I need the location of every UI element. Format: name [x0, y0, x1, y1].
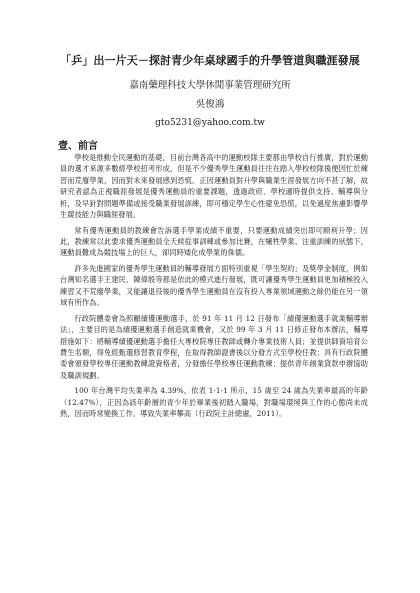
paragraph-3: 許多先進國家的優秀學生運動員的輔導發展方面特別重視「學生契約」及獎學金制度，例如台灣知名選手王建民、陳偉殷等都是依此的模式進行發展，既可讓優秀學生運動員更加積極投入練習又不荒廢學業，又能讓退役後的優秀學生運動員在沒有投入專業領域運動之餘仍能在另一領域有所作為。	[60, 264, 368, 308]
body-text	[60, 152, 368, 424]
paper-title: 「乒」出一片天－探討青少年桌球國手的升學管道與職涯發展	[60, 54, 360, 67]
author-email: gto5231@yahoo.com.tw	[155, 118, 265, 128]
paragraph-2: 常有優秀運動員的教練會告訴選手學業成績不重要，只要運動成績突出即可順利升學；因此，教練常以此要求優秀運動員全天候從事訓練或參加比賽，在犧牲學業、注重訓練的狀態下，運動員難成為競技場上的巨人，卻同時矮化成學業的侏儒。	[60, 225, 368, 258]
paragraph-1: 學校是推動全民運動的基礎，目前台灣各高中的運動校隊主要都由學校自行推廣，對於運動員的選才來源多數經學校招考形成，但是不少優秀學生運動員往往在踏入學校校隊後便因忙於練習而荒廢學業，因而對未來發展感到恐慌。正因運動員對升學與職業生涯發展方向不甚了解，故研究者認為正視職涯發展是優秀運動員的重要課題，透過政府、學校適時提供支持、輔導與分析，及早針對問題準備或接受職業發展訓練，即可穩定學生心性避免恐慌，以免過度焦慮影響學生競技能力與職涯發展。	[60, 153, 368, 220]
paragraph-5: 100 年台灣平均失業率為 4.39%，依表 1-1-1 所示，15 歲至 24 歲為失業率最高的年齡（12.47%），正因為該年齡層的青少年於畢業後初踏入職場，對職場環境與工作的心態尚未成熟，因而時常變換工作，導致失業率攀高（行政院主計總處，2011）。	[60, 386, 368, 419]
author-affiliation: 嘉南藥理科技大學休閒事業管理研究所	[129, 80, 291, 91]
paragraph-4: 行政院體委會為照顧績優運動選手，於 91 年 11 月 12 日發布「績優運動選手就業輔導辦法」，主要目的是為績優運動選手創造就業機會，又於 99 年 3 月 11 日修正發布本辦法，輔導措施如下：將輔導績優運動選手擔任大專校院專任教師或轉介專業技術人員；並提供師資培育公費生名額，得免經甄選修習教育學程，在取得教師證書後以分發方式至學校任教；具有行政院體委會頒發學校專任運動教練證資格者，分發擔任學校專任運動教練；提供青年創業貸款申辦協助及職訓規劃。	[60, 313, 368, 380]
section-heading: 壹、前言	[58, 141, 98, 152]
author-name: 吳俊鴻	[195, 99, 225, 110]
